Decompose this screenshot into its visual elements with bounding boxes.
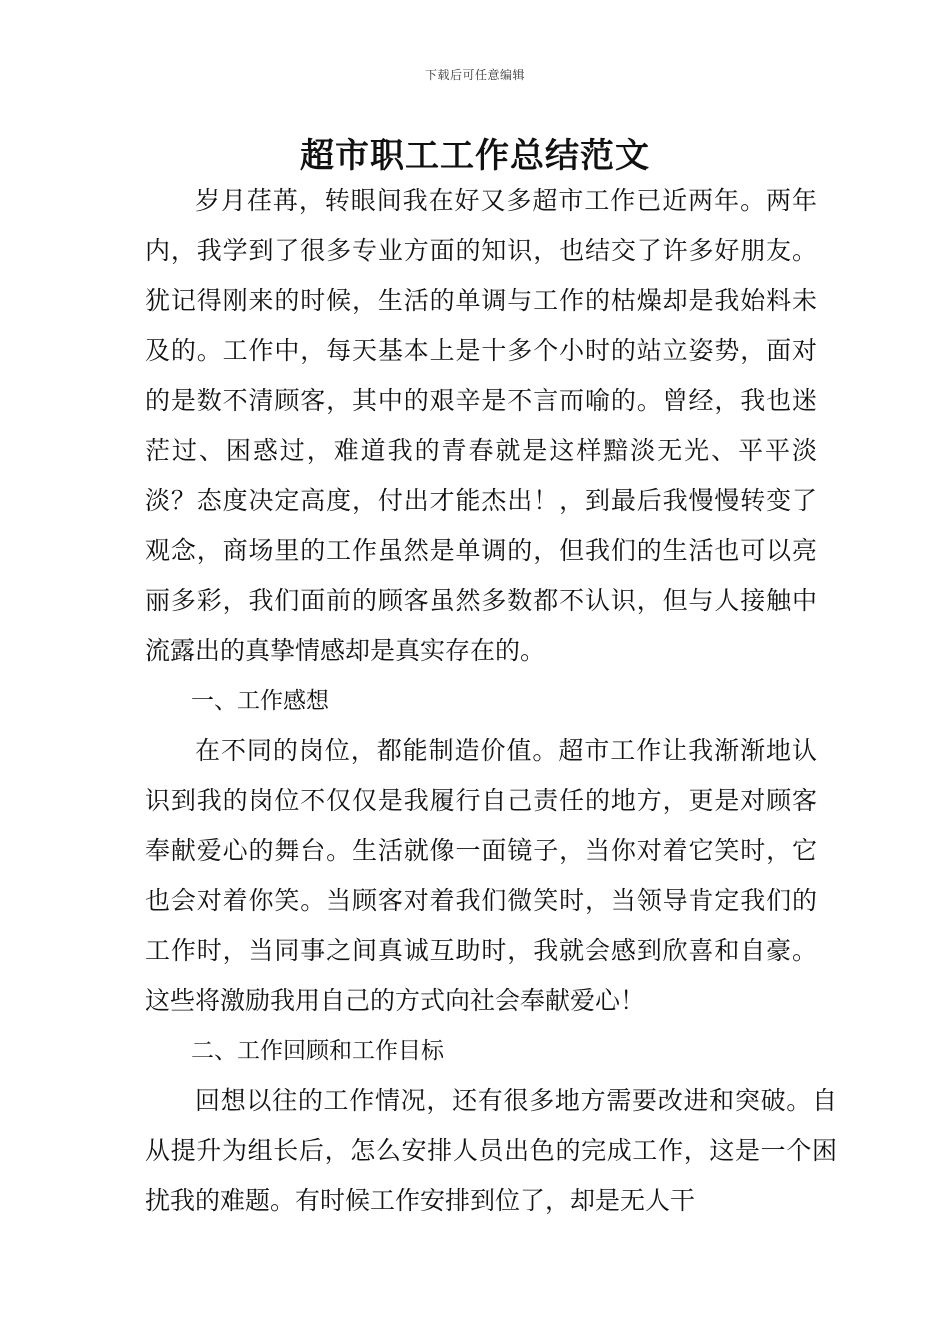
work-thoughts-paragraph: 在不同的岗位，都能制造价值。超市工作让我渐渐地认识到我的岗位不仅仅是我履行自己责任的地方，更是对顾客奉献爱心的舞台。生活就像一面镜子，当你对着它笑时，它也会对着你笑。当顾客对着我们微笑时，当领导肯定我们的工作时，当同事之间真诚互助时，我就会感到欣喜和自豪。这些将激励我用自己的方式向社会奉献爱心！: [145, 736, 817, 1015]
document-title: 超市职工工作总结范文: [300, 136, 650, 176]
section-heading-work-thoughts: 一、工作感想: [191, 688, 329, 714]
review-goals-paragraph: 回想以往的工作情况，还有很多地方需要改进和突破。自从提升为组长后，怎么安排人员出色的完成工作，这是一个困扰我的难题。有时候工作安排到位了，却是无人干: [145, 1086, 837, 1215]
document-body: [145, 176, 837, 1226]
header-note: 下载后可任意编辑: [424, 68, 525, 82]
intro-paragraph: 岁月荏苒，转眼间我在好又多超市工作已近两年。两年内，我学到了很多专业方面的知识，也结交了许多好朋友。犹记得刚来的时候，生活的单调与工作的枯燥却是我始料未及的。工作中，每天基本上是十多个小时的站立姿势，面对的是数不清顾客，其中的艰辛是不言而喻的。曾经，我也迷茫过、困惑过，难道我的青春就是这样黯淡无光、平平淡淡？态度决定高度，付出才能杰出！，到最后我慢慢转变了观念，商场里的工作虽然是单调的，但我们的生活也可以亮丽多彩，我们面前的顾客虽然多数都不认识，但与人接触中流露出的真挚情感却是真实存在的。: [145, 186, 817, 665]
section-heading-review-goals: 二、工作回顾和工作目标: [191, 1038, 444, 1064]
